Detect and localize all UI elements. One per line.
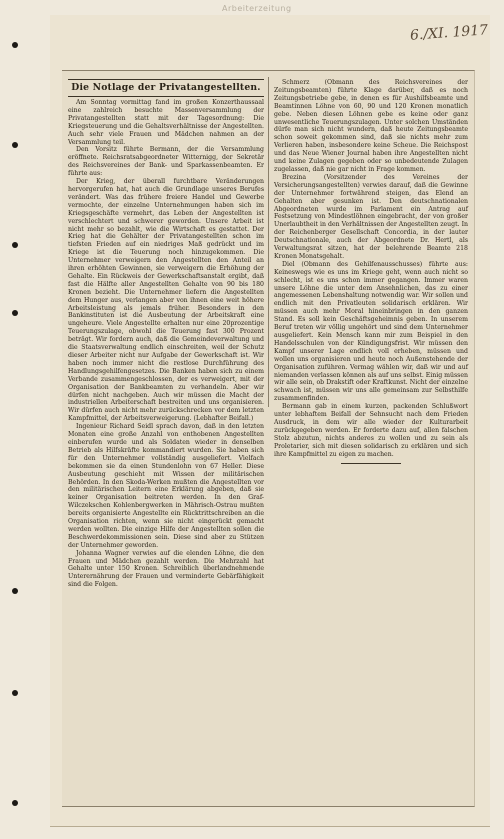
- paragraph: Bermann gab in einem kurzen, packenden Schlußwort unter lebhaftem Beifall der Sehnsucht nach dem Frieden Ausdruck, in dem wir alle wieder der Kulturarbeit zurückgegeben werden. Er forderte dazu auf, allen falschen Stolz abzutun, nichts anderes zu wollen und zu sein als Proletarier, sich mit diesen solidarisch zu erklären und sich ihre Kampfmittel zu eigen zu machen.: [274, 403, 468, 458]
- paragraph: Den Vorsitz führte Bermann, der die Versammlung eröffnete. Reichsratsabgeordneter Witternigg, der Sekretär des Reichsvereines der Bank- und Sparkassenbeamten. Er führte aus:: [68, 146, 264, 178]
- column-divider: [268, 77, 269, 407]
- handwritten-date: 6./XI. 1917: [409, 22, 489, 44]
- archive-stamp: Arbeiterzeitung: [222, 4, 292, 13]
- binder-hole: [12, 310, 18, 316]
- paragraph: Brezina (Vorsitzender des Vereines der Versicherungsangestellten) verwies darauf, daß die Gewinne der Unternehmer fortwährend steigen, das Elend an Gehalten aber gesunken ist. Den deutschnationalen Abgeordneten wurde im Parlament ein Antrag auf Festsetzung von Mindestlöhnen eingebracht, der von großer Unerlaubtheit in den Verhältnissen der Angestellten zeugt. In der Reichenberger Gesellschaft Concordia, in der lauter Deutschnationale, auch der Abgeordnete Dr. Hertl, als Verwaltungsrat sitzen, hat der belehrende Beamte 218 Kronen Monatsgehalt.: [274, 173, 468, 260]
- left-column: [68, 79, 264, 589]
- binder-hole: [12, 588, 18, 594]
- newspaper-clipping: [62, 70, 475, 807]
- binder-hole: [12, 42, 18, 48]
- sheet-bottom-edge: [50, 826, 490, 831]
- binder-hole: [12, 690, 18, 696]
- binder-holes: [12, 0, 22, 839]
- binder-hole: [12, 142, 18, 148]
- headline-box: [68, 79, 264, 97]
- article-headline: Die Notlage der Privatangestellten.: [71, 82, 261, 93]
- paragraph: Diel (Obmann des Gehilfenausschusses) führte aus: Keineswegs wie es uns im Kriege geht, wenn auch nicht so schlecht, ist es uns schon immer gegangen. Immer waren unsere Löhne die unter dem Ansehnlichen, das zu einer angemessenen Lebenshaltung notwendig war. Wir sollen und endlich mit den Privatleuten solidarisch erklären. Wir müssen auch mehr Moral hineinbringen in den ganzen Stand. Es soll kein Geschäftsgeheimnis geben. In unserem Beruf treten wir völlig ungehört und sind dem Unternehmer ausgeliefert. Kein Mensch kann mir zum Beispiel in den Handelsschulen von der Kündigungsfrist. Wir müssen den Kampf unserer Lage endlich voll erheben, müssen und wollen uns organisieren und heute noch Außenstehende der Organisation zuführen. Vermag wählen wir, daß wir und auf niemanden verlassen können als auf uns selbst. Einig müssen wir alle sein, ob Drakstift oder Kraftkunst. Nicht der einzelne schwach ist, müssen wir uns alle gemeinsam zur Selbsthilfe zusammenfinden.: [274, 260, 469, 403]
- paragraph: Schmerz (Obmann des Reichsvereines der Zeitungsbeamten) führte Klage darüber, daß es noch Zeitungsbetriebe gebe, in denen es für Aushilfsbeamte und Beamtinnen Löhne von 60, 90 und 120 Kronen monatlich gebe. Neben diesen Löhnen gebe es keine oder ganz unwesentliche Teuerungszulagen. Unter solchen Umständen dürfe man sich nicht wundern, daß heute Zeitungsbeamte schon soweit gekommen sind, daß sie nichts mehr zum Verlieren haben, insbesondere keine Scheue. Die Reichspost und das Neue Wiener Journal haben ihre Angestellten nicht und keine Zulagen gegeben oder so unbedeutende Zulagen zugelassen, daß nie gar nicht in Frage kommen.: [274, 79, 468, 173]
- paragraph: Der Krieg, der überall furchtbare Veränderungen hervorgerufen hat, hat auch die Grundlage unseres Berufes verändert. Was das frühere freiere Handel und Gewerbe vermochte, der einzelne Unternehmungen haben sich im Kriegsgeschäfte vermehrt, das Leben der Angestellten ist verschlechtert und schwerer geworden. Unsere Arbeit ist nicht mehr so bezahlt, wie die Wirtschaft es gestattet. Der Krieg hat die Gehälter der Privatangestellten schon im tiefsten Frieden auf ein niedriges Maß gedrückt und im Kriege ist die Teuerung noch hinzugekommen. Die Unternehmer verweigern den Angestellten den Anteil an ihren erhöhten Gewinnen, sie verweigern die Erhöhung der Gehalte. Ein Rückweis der Gewerkschaftsanstalt ergibt, daß fast die Hälfte aller Angestellten Gehalte von 90 bis 180 Kronen bezieht. Die Unternehmer liefern die Angestellten dem Hunger aus, verlangen aber von ihnen eine weit höhere Arbeitsleistung als jemals früher. Besonders in den Bankinstituten ist die Ausbeutung der Arbeitskraft eine ungeheure. Viele Angestellte erhalten nur eine 20prozentige Teuerungszulage, obwohl die Teuerung fast 300 Prozent beträgt. Wir fordern auch, daß die Gemeindeverwaltung und die Staatsverwaltung endlich einschreiten, weil der Schutz dieser Arbeiter nicht nur Aufgabe der Gewerkschaft ist. Wir haben noch immer nicht die restlose Durchführung des Handlungsgehilfengesetzes. Die Banken haben sich zu einem Verbande zusammengeschlossen, der es verweigert, mit der Organisation der Bankbeamten zu verhandeln. Aber wir dürfen nicht nachgeben. Auch wir müssen die Macht der industriellen Arbeiterschaft bestreiten und uns organisieren. Wir dürfen auch nicht mehr zurückschrecken vor dem letzten Kampfmittel, der Arbeitsverweigerung. (Lebhafter Beifall.): [68, 178, 264, 423]
- paragraph: Ingenieur Richard Seidl sprach davon, daß in den letzten Monaten eine große Anzahl von enthobenen Angestellten einberufen wurde und als Soldaten wieder in denselben Betrieb als Hilfskräfte kommandiert wurden. Sie haben sich für den Unternehmer vollständig ausgeliefert. Vielfach bekommen sie da einen Stundenlohn von 67 Heller. Diese Ausbeutung geschieht mit Wissen der militärischen Behörden. In den Skoda-Werken mußten die Angestellten vor den militärischen Leitern eine Erklärung abgeben, daß sie keiner Organisation beitreten werden. In den Graf-Wilczekschen Kohlenbergwerken in Mährisch-Ostrau mußten bereits organisierte Angestellte ein Rücktrittschreiben an die Organisation richten, wenn sie nicht eingerückt gemacht werden wollten. Die einzige Hilfe der Angestellten sollen die Beschwerdekommissionen sein. Diese sind aber zu Stützen der Unternehmer geworden.: [68, 423, 264, 549]
- right-column: [274, 79, 468, 464]
- binder-hole: [12, 800, 18, 806]
- paragraph: Am Sonntag vormittag fand im großen Konzerthaussaal eine zahlreich besuchte Massenversammlung der Privatangestellten statt mit der Tagesordnung: Die Kriegsteuerung und die Gehaltsverhältnisse der Angestellten. Auch sehr viele Frauen und Mädchen nahmen an der Versammlung teil.: [68, 99, 264, 146]
- paragraph: Johanna Wagner verwies auf die elenden Löhne, die den Frauen und Mädchen gezahlt werden. Die Mehrzahl hat Gehalte unter 150 Kronen. Schreiblich überlandnehmende Unterernährung der Frauen und verminderte Gebärfähigkeit sind die Folgen.: [68, 549, 264, 589]
- end-rule: [341, 463, 401, 464]
- binder-hole: [12, 242, 18, 248]
